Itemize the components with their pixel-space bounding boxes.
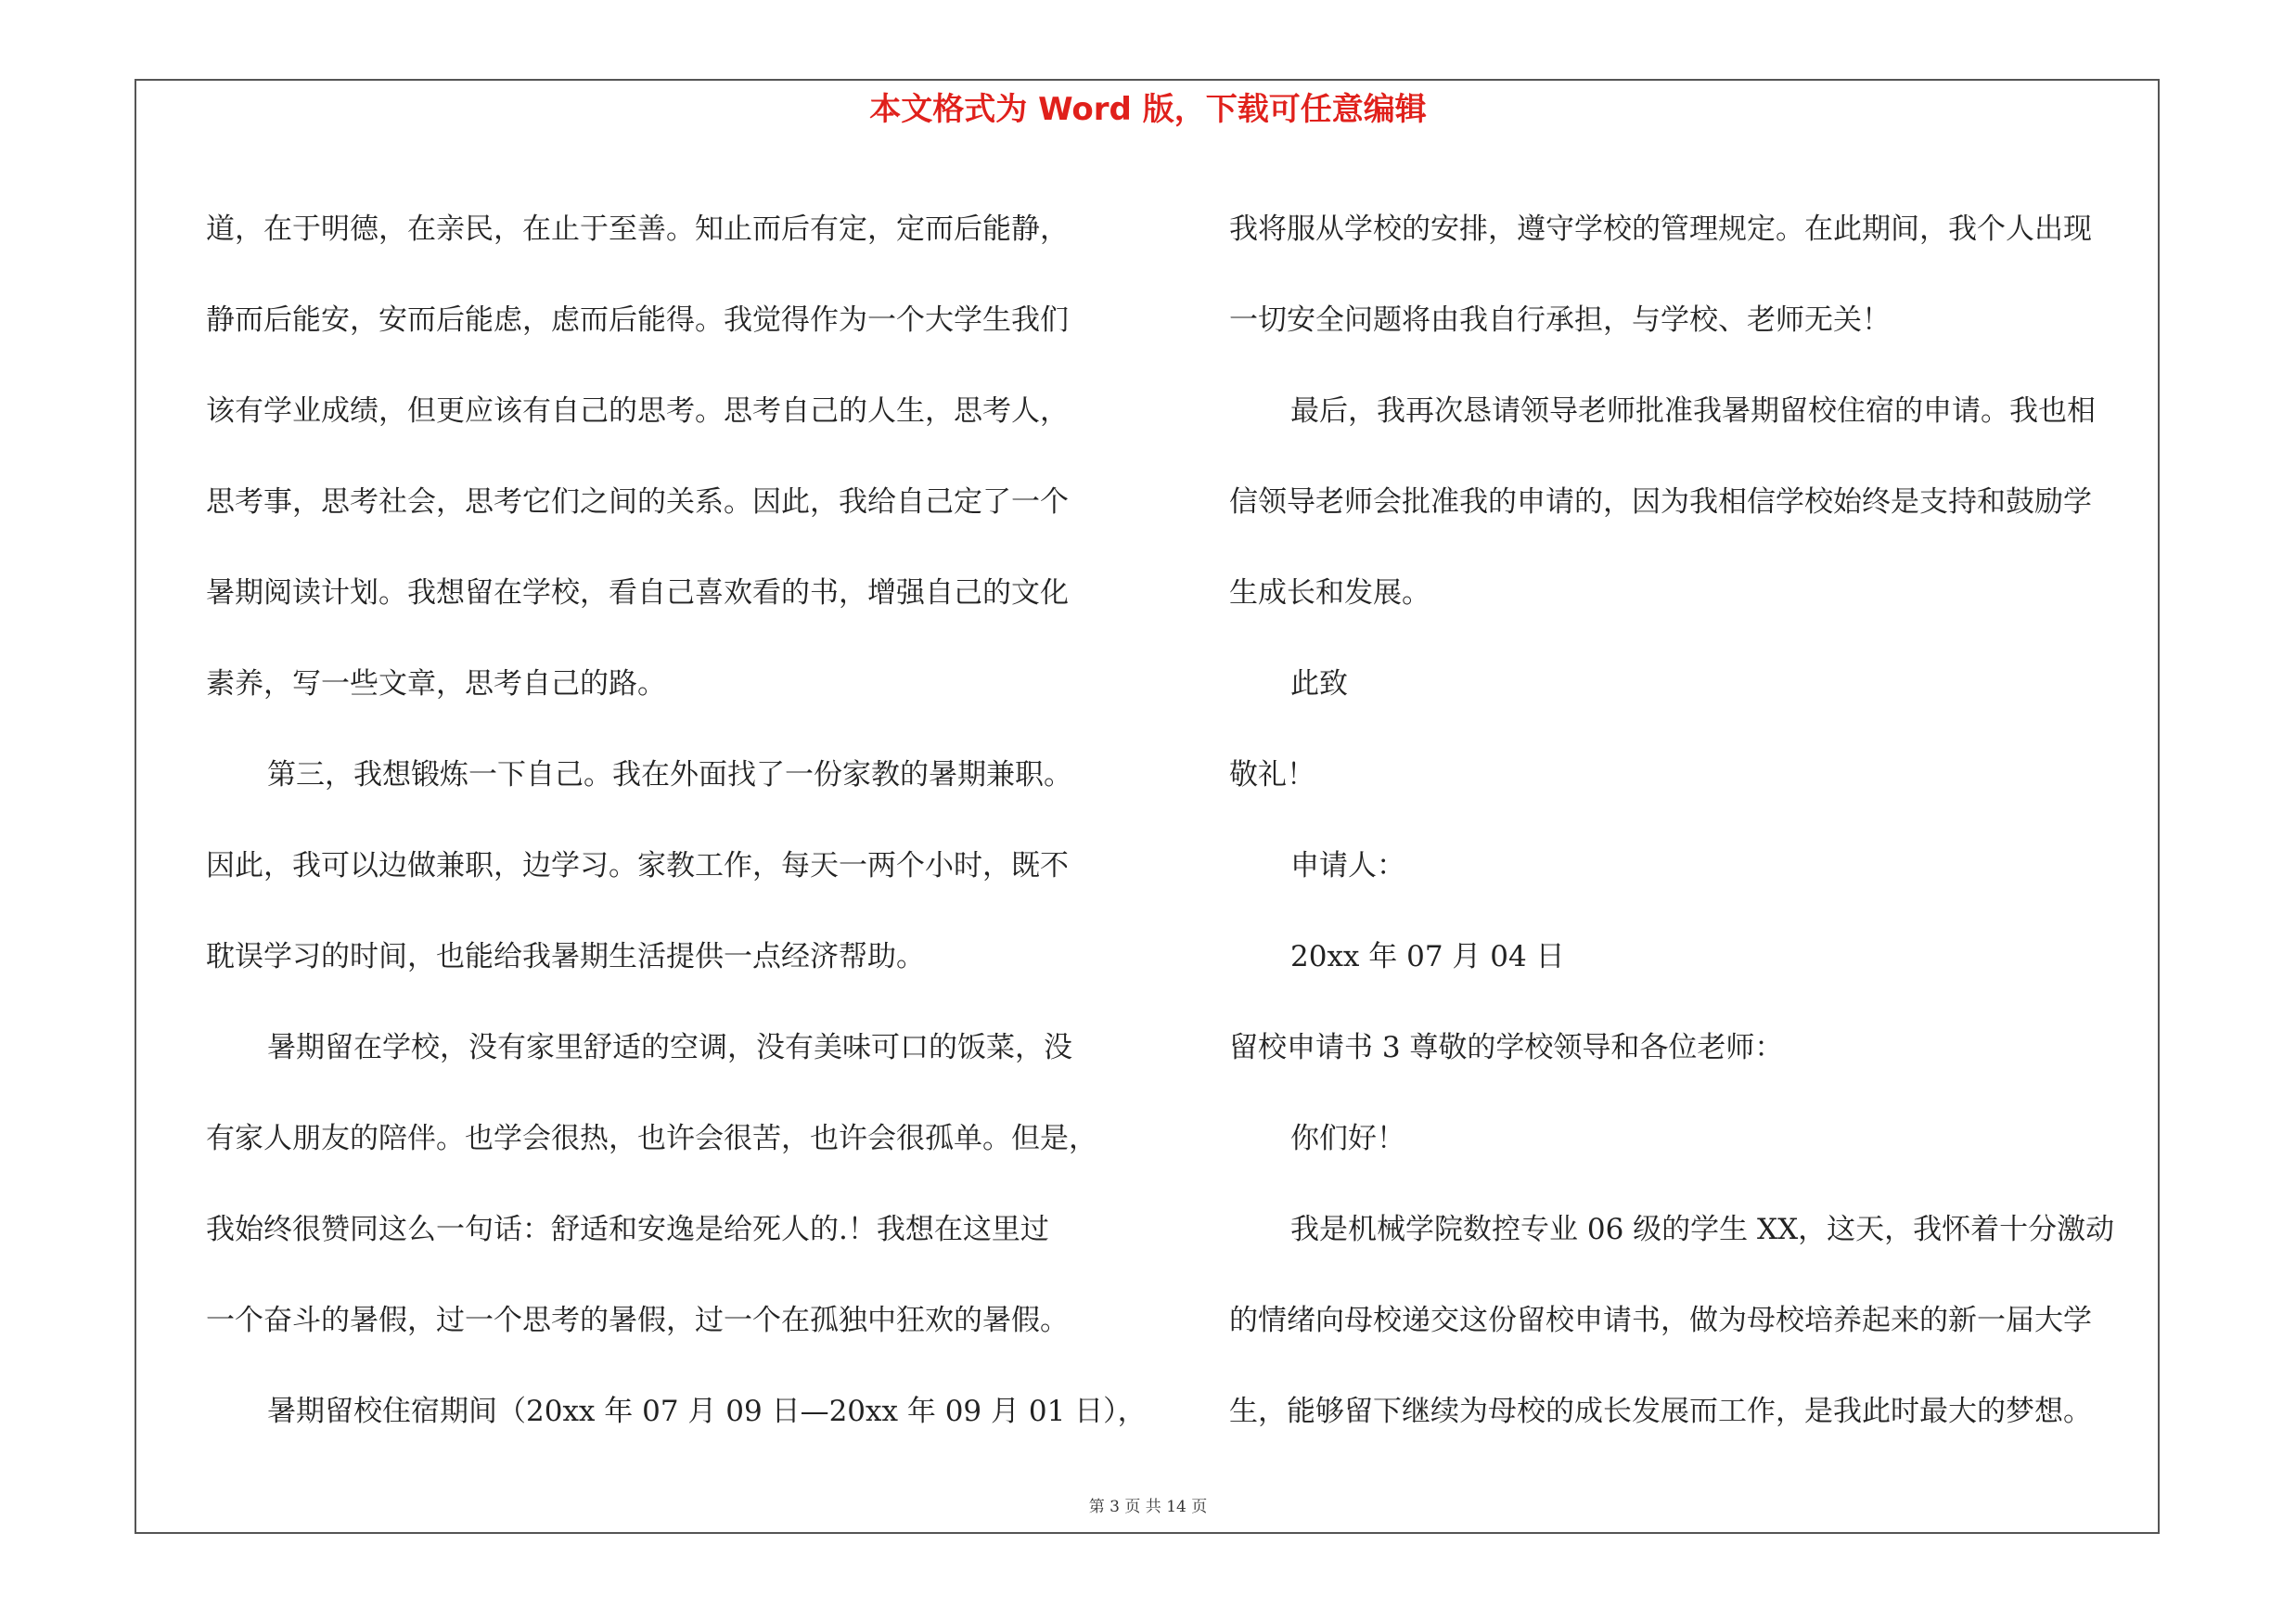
closing-regards: 敬礼！ bbox=[1229, 758, 1315, 792]
left-line-9: 耽误学习的时间，也能给我暑期生活提供一点经济帮助。 bbox=[206, 940, 925, 973]
left-line-2: 静而后能安，安而后能虑，虑而后能得。我觉得作为一个大学生我们 bbox=[206, 303, 1069, 337]
left-line-13: 一个奋斗的暑假，过一个思考的暑假，过一个在孤独中狂欢的暑假。 bbox=[206, 1304, 1069, 1337]
right-line-3: 最后，我再次恳请领导老师批准我暑期留校住宿的申请。我也相 bbox=[1290, 394, 2096, 428]
right-line-12: 我是机械学院数控专业 06 级的学生 XX，这天，我怀着十分激动 bbox=[1290, 1213, 2115, 1246]
application-date: 20xx 年 07 月 04 日 bbox=[1290, 940, 1565, 973]
left-line-3: 该有学业成绩，但更应该有自己的思考。思考自己的人生，思考人， bbox=[206, 394, 1069, 428]
left-line-1: 道，在于明德，在亲民，在止于至善。知止而后有定，定而后能静， bbox=[206, 213, 1069, 246]
left-line-11: 有家人朋友的陪伴。也学会很热，也许会很苦，也许会很孤单。但是， bbox=[206, 1122, 1097, 1155]
left-line-14: 暑期留校住宿期间（20xx 年 07 月 09 日—20xx 年 09 月 01 日）， bbox=[267, 1395, 1147, 1428]
left-line-12: 我始终很赞同这么一句话：舒适和安逸是给死人的.！我想在这里过 bbox=[206, 1213, 1049, 1246]
right-line-2: 一切安全问题将由我自行承担，与学校、老师无关！ bbox=[1229, 303, 1891, 337]
left-text-column bbox=[206, 184, 1147, 1457]
greeting-line: 你们好！ bbox=[1290, 1122, 1405, 1155]
right-line-13: 的情绪向母校递交这份留校申请书，做为母校培养起来的新一届大学 bbox=[1229, 1304, 2092, 1337]
left-line-4: 思考事，思考社会，思考它们之间的关系。因此，我给自己定了一个 bbox=[206, 485, 1069, 519]
left-line-7: 第三，我想锻炼一下自己。我在外面找了一份家教的暑期兼职。 bbox=[267, 758, 1072, 792]
closing-salutation: 此致 bbox=[1290, 667, 1348, 701]
left-line-6: 素养，写一些文章，思考自己的路。 bbox=[206, 667, 666, 701]
right-text-column bbox=[1229, 184, 2185, 1457]
right-line-5: 生成长和发展。 bbox=[1229, 576, 1430, 610]
left-line-10: 暑期留在学校，没有家里舒适的空调，没有美味可口的饭菜，没 bbox=[267, 1031, 1072, 1064]
applicant-label: 申请人： bbox=[1290, 849, 1405, 882]
right-line-14: 生，能够留下继续为母校的成长发展而工作，是我此时最大的梦想。 bbox=[1229, 1395, 2092, 1428]
left-line-5: 暑期阅读计划。我想留在学校，看自己喜欢看的书，增强自己的文化 bbox=[206, 576, 1069, 610]
right-line-4: 信领导老师会批准我的申请的，因为我相信学校始终是支持和鼓励学 bbox=[1229, 485, 2092, 519]
section-heading-letter-3: 留校申请书 3 尊敬的学校领导和各位老师： bbox=[1229, 1031, 1784, 1064]
right-line-1: 我将服从学校的安排，遵守学校的管理规定。在此期间，我个人出现 bbox=[1229, 213, 2092, 246]
left-line-8: 因此，我可以边做兼职，边学习。家教工作，每天一两个小时，既不 bbox=[206, 849, 1069, 882]
document-header-title: 本文格式为 Word 版，下载可任意编辑 bbox=[869, 91, 1427, 128]
page-number-footer: 第 3 页 共 14 页 bbox=[1088, 1498, 1208, 1516]
